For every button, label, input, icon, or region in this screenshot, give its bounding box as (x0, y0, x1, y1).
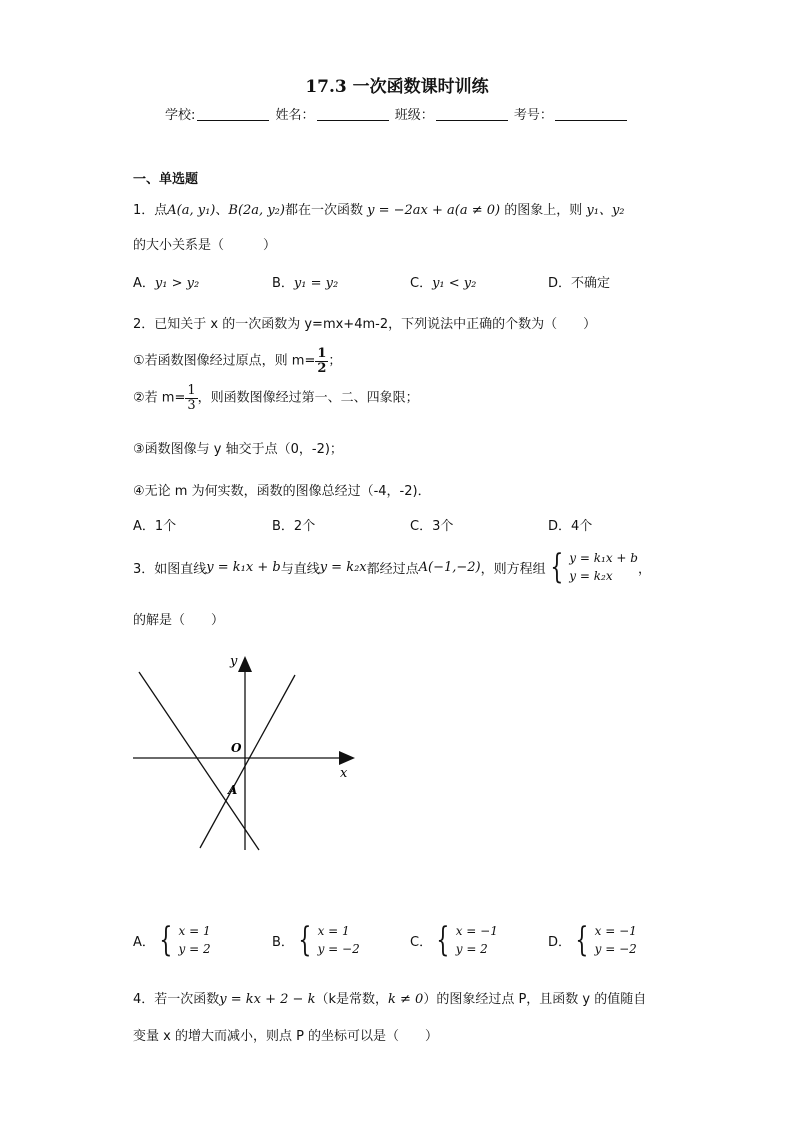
q1-point-b: B(2a, y₂) (228, 203, 285, 218)
number-blank (555, 108, 627, 121)
y-axis-arrow (238, 656, 252, 672)
q3-option-a[interactable]: A． { x = 1 y = 2 (133, 920, 211, 960)
fraction-one-half: $\frac{1}{2}$ (317, 346, 327, 376)
q3-stem-line1: 3．如图直线 y = k₁x + b 与直线 y = k₂x 都经过点 A(−1,−2) ，则方程组 { y = k₁x + b y = k₂x ， (133, 547, 651, 587)
point-a-label: A (228, 783, 238, 797)
student-info-line (165, 104, 629, 123)
q1-option-d[interactable]: D．不确定 (548, 276, 611, 291)
q3-line1: y = k₁x + b (206, 559, 281, 575)
q3-line2: y = k₂x (319, 559, 367, 575)
q2-option-b[interactable]: B．2个 (272, 519, 316, 534)
q1-stem-line1 (133, 199, 625, 218)
q4-stem-line2: 变量 x 的增大而减小，则点 P 的坐标可以是（ ） (133, 1029, 439, 1044)
line-k2x (200, 675, 295, 848)
q2-option-d[interactable]: D．4个 (548, 519, 593, 534)
page-title: 17.3 一次函数课时训练 (305, 77, 489, 97)
line-k1x-plus-b (139, 672, 259, 850)
q2-option-c[interactable]: C．3个 (410, 519, 454, 534)
q4-stem-line1: 4．若一次函数y = kx + 2 − k（k是常数，k ≠ 0）的图象经过点 P，且函数 y 的值随自 (133, 992, 647, 1007)
fraction-one-third: $\frac{1}{3}$ (187, 383, 196, 413)
q3-stem-line2: 的解是（ ） (133, 613, 225, 628)
class-blank (436, 108, 508, 121)
q3-equation-system: { y = k₁x + b y = k₂x (549, 547, 638, 587)
school-label: 学校: (165, 108, 196, 123)
y-axis-label: y (230, 654, 238, 669)
q1-sep: 、 (215, 203, 229, 218)
x-axis-label: x (340, 766, 348, 781)
name-label: 姓名： (275, 108, 315, 123)
q3-option-b[interactable]: B． { x = 1 y = −2 (272, 920, 360, 960)
q4-function: y = kx + 2 − k (219, 992, 316, 1007)
q3-option-c[interactable]: C． { x = −1 y = 2 (410, 920, 498, 960)
q2-statement-2: ②若 m= $\frac{1}{3}$ ，则函数图像经过第一、二、四象限； (133, 383, 419, 413)
class-label: 班级： (394, 108, 434, 123)
q1-prefix: 1．点 (133, 203, 168, 218)
q1-tail: 的图象上，则 (504, 203, 583, 218)
q3-coordinate-graph (125, 650, 365, 860)
q1-option-c[interactable]: C．y₁ < y₂ (410, 276, 477, 291)
q3-option-d[interactable]: D． { x = −1 y = −2 (548, 920, 637, 960)
q1-function: y = −2ax + a(a ≠ 0) (367, 203, 501, 218)
section-heading: 一、单选题 (133, 172, 199, 187)
q1-option-b[interactable]: B．y₁ = y₂ (272, 276, 339, 291)
number-label: 考号： (513, 108, 553, 123)
q1-vars: y₁、y₂ (586, 203, 625, 218)
q1-mid: 都在一次函数 (284, 203, 363, 218)
name-blank (317, 108, 389, 121)
q2-stem: 2．已知关于 x 的一次函数为 y=mx+4m-2，下列说法中正确的个数为（ ） (133, 317, 597, 332)
q1-point-a: A(a, y₁) (167, 203, 216, 218)
q1-stem-line2: 的大小关系是（ ） (133, 238, 277, 253)
q2-option-a[interactable]: A．1个 (133, 519, 177, 534)
q2-statement-3: ③函数图像与 y 轴交于点（0，-2)； (133, 442, 343, 457)
x-axis-arrow (339, 751, 355, 765)
school-blank (197, 108, 269, 121)
origin-label: O (231, 741, 242, 755)
q1-option-a[interactable]: A．y₁ > y₂ (133, 276, 200, 291)
q2-statement-4: ④无论 m 为何实数，函数的图像总经过（-4，-2)． (133, 484, 431, 499)
q2-statement-1: ①若函数图像经过原点，则 m= $\frac{1}{2}$ ； (133, 346, 342, 376)
q3-point: A(−1,−2) (418, 559, 481, 575)
q4-condition: k ≠ 0 (388, 992, 424, 1007)
